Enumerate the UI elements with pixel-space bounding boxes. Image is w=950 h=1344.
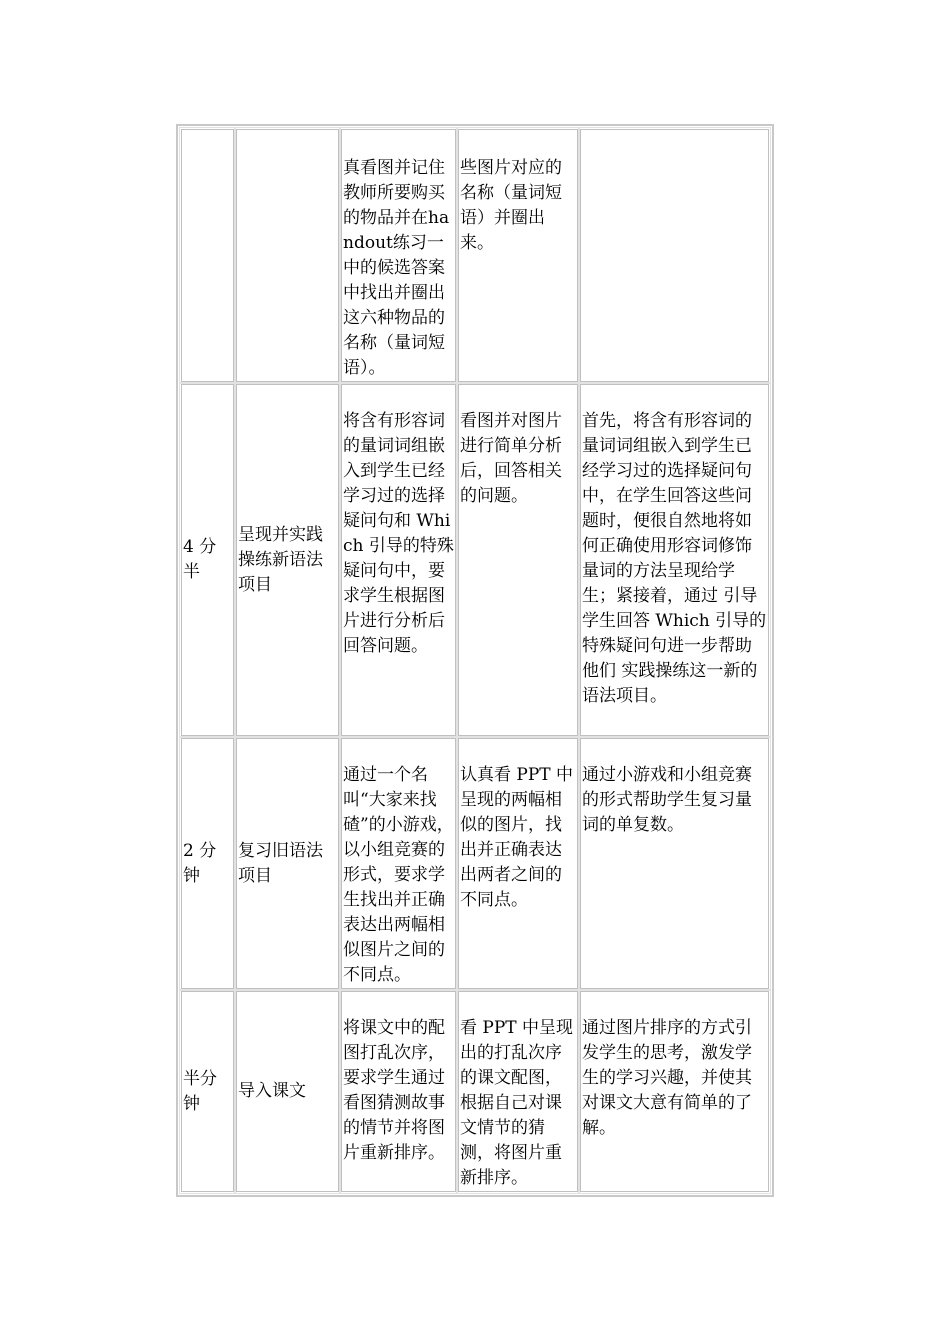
time-cell [181, 129, 234, 382]
teacher-activity-cell: 真看图并记住教师所要购买的物品并在handout练习一中的候选答案中找出并圈出这六种物品的名称（量词短语）。 [341, 129, 456, 382]
time-cell: 半分钟 [181, 991, 234, 1192]
time-cell: 2 分钟 [181, 738, 234, 989]
table-row [181, 384, 769, 736]
table-row [181, 738, 769, 989]
student-activity-cell: 认真看 PPT 中呈现的两幅相似的图片，找出并正确表达出两者之间的不同点。 [458, 738, 578, 989]
purpose-cell: 通过图片排序的方式引发学生的思考，激发学生的学习兴趣，并使其对课文大意有简单的了解。 [580, 991, 769, 1192]
stage-cell [236, 129, 339, 382]
teacher-activity-cell: 将含有形容词的量词词组嵌入到学生已经学习过的选择疑问句和 Which 引导的特殊疑问句中，要求学生根据图片进行分析后回答问题。 [341, 384, 456, 736]
teacher-activity-cell: 将课文中的配图打乱次序，要求学生通过看图猜测故事的情节并将图片重新排序。 [341, 991, 456, 1192]
stage-cell: 导入课文 [236, 991, 339, 1192]
time-cell: 4 分半 [181, 384, 234, 736]
student-activity-cell: 看图并对图片进行简单分析后，回答相关的问题。 [458, 384, 578, 736]
stage-cell: 呈现并实践操练新语法项目 [236, 384, 339, 736]
table-row [181, 129, 769, 382]
table-row [181, 991, 769, 1192]
teacher-activity-cell: 通过一个名叫“大家来找碴”的小游戏，以小组竞赛的形式，要求学生找出并正确表达出两幅相似图片之间的不同点。 [341, 738, 456, 989]
lesson-plan-table [176, 124, 774, 1197]
student-activity-cell: 看 PPT 中呈现出的打乱次序的课文配图，根据自己对课文情节的猜测，将图片重新排序。 [458, 991, 578, 1192]
purpose-cell: 通过小游戏和小组竞赛的形式帮助学生复习量词的单复数。 [580, 738, 769, 989]
purpose-cell: 首先，将含有形容词的量词词组嵌入到学生已经学习过的选择疑问句中，在学生回答这些问题时，便很自然地将如何正确使用形容词修饰量词的方法呈现给学生；紧接着，通过 引导学生回答 Which 引导的特殊疑问句进一步帮助他们 实践操练这一新的语法项目。 [580, 384, 769, 736]
lesson-plan-grid [179, 127, 771, 1194]
purpose-cell [580, 129, 769, 382]
stage-cell: 复习旧语法项目 [236, 738, 339, 989]
student-activity-cell: 些图片对应的名称（量词短语）并圈出来。 [458, 129, 578, 382]
